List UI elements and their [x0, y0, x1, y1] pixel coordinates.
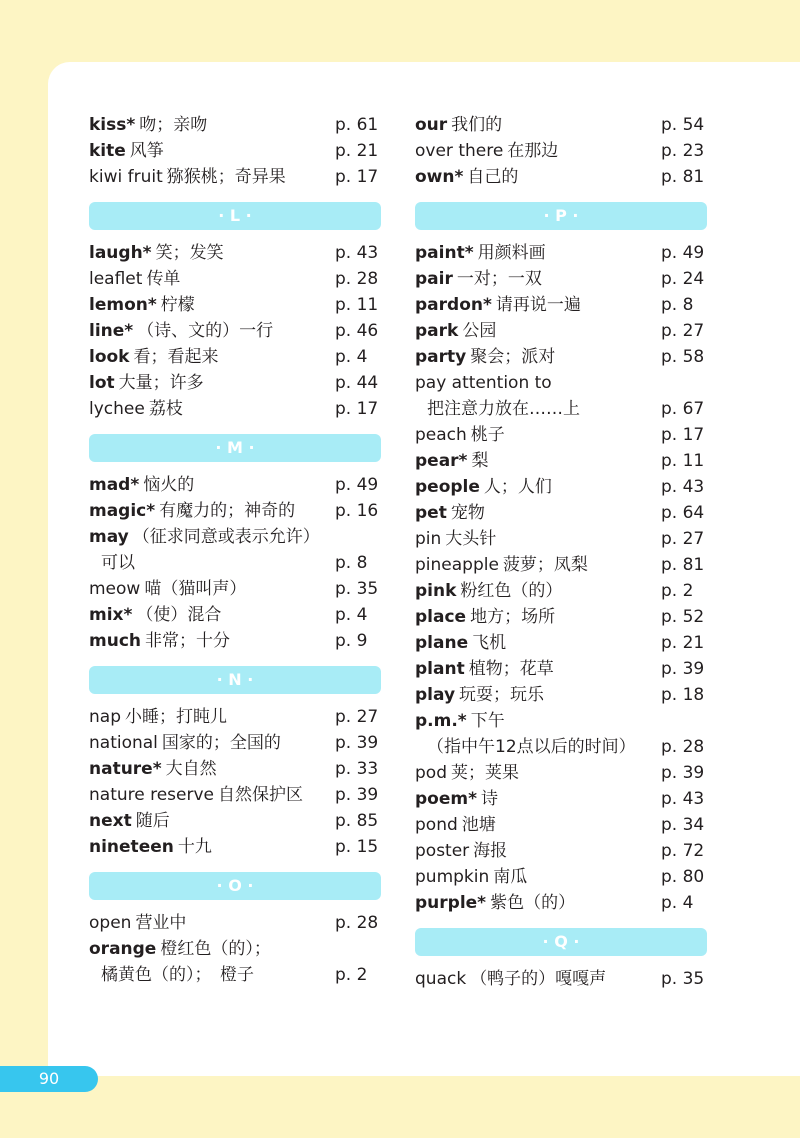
glossary-entry — [415, 966, 707, 992]
entry-translation: 菠萝；凤梨 — [502, 555, 588, 575]
entry-translation: （征求同意或表示允许） — [132, 527, 320, 547]
entry-word: mix* — [89, 605, 133, 625]
glossary-entry — [89, 524, 381, 550]
glossary-entry-continuation — [89, 550, 381, 576]
glossary-entry — [415, 240, 707, 266]
entry-translation: 粉红色（的） — [460, 581, 563, 601]
entry-translation: 猕猴桃；奇异果 — [166, 167, 286, 187]
entry-word: quack — [415, 969, 467, 989]
entry-page-ref: p. 52 — [661, 607, 705, 627]
glossary-entry — [415, 708, 707, 734]
entry-word: lychee — [89, 399, 145, 419]
entry-translation: 随后 — [135, 811, 170, 831]
entry-page-ref: p. 17 — [661, 425, 705, 445]
entry-word: own* — [415, 167, 464, 187]
glossary-entry — [415, 318, 707, 344]
entry-translation: 大头针 — [445, 529, 497, 549]
entry-word: pay attention to — [415, 373, 552, 393]
glossary-entry — [415, 552, 707, 578]
entry-translation: 橙红色（的）； — [160, 939, 271, 959]
entry-page-ref: p. 67 — [661, 399, 705, 419]
glossary-entry-continuation — [415, 396, 707, 422]
entry-page-ref: p. 72 — [661, 841, 705, 861]
entry-page-ref: p. 23 — [661, 141, 705, 161]
entry-page-ref: p. 18 — [661, 685, 705, 705]
entry-page-ref: p. 11 — [335, 295, 379, 315]
entry-page-ref: p. 4 — [335, 605, 368, 625]
entry-page-ref: p. 43 — [661, 477, 705, 497]
entry-word: nature reserve — [89, 785, 215, 805]
glossary-entry — [415, 682, 707, 708]
entry-word: may — [89, 527, 129, 547]
entry-page-ref: p. 9 — [335, 631, 368, 651]
entry-word: pink — [415, 581, 457, 601]
entry-translation: 喵（猫叫声） — [144, 579, 247, 599]
entry-translation: 大自然 — [165, 759, 217, 779]
entry-translation: 地方；场所 — [470, 607, 556, 627]
glossary-entry — [415, 112, 707, 138]
entry-word: pod — [415, 763, 447, 783]
entry-translation: 在那边 — [507, 141, 559, 161]
entry-page-ref: p. 17 — [335, 399, 379, 419]
entry-translation: （诗、文的）一行 — [137, 321, 274, 341]
entry-page-ref: p. 49 — [335, 475, 379, 495]
glossary-entry — [89, 498, 381, 524]
glossary-entry — [415, 448, 707, 474]
glossary-entry — [415, 864, 707, 890]
entry-word: national — [89, 733, 158, 753]
glossary-entry — [89, 756, 381, 782]
glossary-entry — [415, 604, 707, 630]
entry-page-ref: p. 39 — [661, 763, 705, 783]
entry-translation: 十九 — [177, 837, 212, 857]
entry-translation: 小睡；打盹儿 — [124, 707, 227, 727]
entry-page-ref: p. 58 — [661, 347, 705, 367]
entry-page-ref: p. 61 — [335, 115, 379, 135]
entry-page-ref: p. 80 — [661, 867, 705, 887]
entry-translation: 海报 — [473, 841, 508, 861]
glossary-entry — [415, 526, 707, 552]
entry-page-ref: p. 35 — [335, 579, 379, 599]
glossary-column-right — [415, 112, 707, 992]
entry-page-ref: p. 4 — [335, 347, 368, 367]
entry-page-ref: p. 21 — [335, 141, 379, 161]
letter-section-header: · P · — [415, 202, 707, 230]
glossary-entry — [89, 472, 381, 498]
glossary-entry — [89, 910, 381, 936]
entry-word: nature* — [89, 759, 162, 779]
entry-word: open — [89, 913, 132, 933]
entry-translation: 吻；亲吻 — [139, 115, 208, 135]
glossary-entry — [89, 602, 381, 628]
entry-word: place — [415, 607, 467, 627]
entry-translation: 传单 — [146, 269, 181, 289]
entry-translation: 玩耍；玩乐 — [459, 685, 545, 705]
entry-word: party — [415, 347, 467, 367]
entry-page-ref: p. 43 — [661, 789, 705, 809]
entry-word: peach — [415, 425, 467, 445]
entry-translation: 植物；花草 — [468, 659, 554, 679]
glossary-entry — [415, 812, 707, 838]
entry-page-ref: p. 2 — [661, 581, 694, 601]
glossary-entry — [89, 164, 381, 190]
entry-translation: （鸭子的）嘎嘎声 — [470, 969, 607, 989]
entry-word: kite — [89, 141, 126, 161]
entry-translation: 风筝 — [129, 141, 164, 161]
entry-translation: 荔枝 — [148, 399, 183, 419]
glossary-entry — [415, 344, 707, 370]
entry-translation: 桃子 — [470, 425, 505, 445]
entry-page-ref: p. 16 — [335, 501, 379, 521]
entry-word: lemon* — [89, 295, 157, 315]
entry-word: poem* — [415, 789, 477, 809]
entry-word: nineteen — [89, 837, 174, 857]
glossary-entry — [89, 936, 381, 962]
entry-word: pet — [415, 503, 447, 523]
entry-page-ref: p. 4 — [661, 893, 694, 913]
entry-translation: 把注意力放在……上 — [427, 399, 580, 419]
entry-translation: 梨 — [471, 451, 489, 471]
glossary-entry — [89, 576, 381, 602]
glossary-entry — [89, 292, 381, 318]
entry-translation: 有魔力的；神奇的 — [159, 501, 296, 521]
glossary-entry — [415, 370, 707, 396]
entry-page-ref: p. 2 — [335, 965, 368, 985]
entry-translation: 下午 — [470, 711, 505, 731]
entry-page-ref: p. 8 — [661, 295, 694, 315]
entry-translation: 自己的 — [467, 167, 519, 187]
entry-word: leaflet — [89, 269, 143, 289]
entry-page-ref: p. 54 — [661, 115, 705, 135]
entry-word: pardon* — [415, 295, 492, 315]
entry-page-ref: p. 28 — [335, 913, 379, 933]
entry-word: kiss* — [89, 115, 136, 135]
entry-page-ref: p. 39 — [335, 785, 379, 805]
entry-word: pin — [415, 529, 442, 549]
entry-word: poster — [415, 841, 470, 861]
glossary-entry — [415, 164, 707, 190]
entry-word: pair — [415, 269, 453, 289]
entry-page-ref: p. 28 — [335, 269, 379, 289]
glossary-entry — [415, 838, 707, 864]
entry-translation: 营业中 — [135, 913, 187, 933]
entry-translation: 柠檬 — [160, 295, 195, 315]
entry-translation: 飞机 — [472, 633, 507, 653]
entry-word: purple* — [415, 893, 487, 913]
entry-translation: （使）混合 — [136, 605, 222, 625]
entry-word: orange — [89, 939, 157, 959]
entry-word: nap — [89, 707, 121, 727]
entry-word: mad* — [89, 475, 140, 495]
entry-page-ref: p. 35 — [661, 969, 705, 989]
entry-word: park — [415, 321, 459, 341]
entry-translation: 非常；十分 — [145, 631, 230, 651]
entry-page-ref: p. 27 — [661, 529, 705, 549]
entry-word: meow — [89, 579, 141, 599]
entry-page-ref: p. 34 — [661, 815, 705, 835]
entry-translation: 荚；荚果 — [450, 763, 519, 783]
letter-section-header: · L · — [89, 202, 381, 230]
entry-word: our — [415, 115, 448, 135]
entry-word: people — [415, 477, 480, 497]
entry-word: look — [89, 347, 130, 367]
glossary-entry — [415, 474, 707, 500]
entry-translation: 笑；发笑 — [155, 243, 224, 263]
letter-section-header: · Q · — [415, 928, 707, 956]
entry-translation: 一对；一双 — [456, 269, 542, 289]
entry-translation: 我们的 — [451, 115, 503, 135]
glossary-entry — [89, 730, 381, 756]
entry-page-ref: p. 24 — [661, 269, 705, 289]
entry-translation: 橘黄色（的）； 橙子 — [101, 965, 254, 985]
entry-page-ref: p. 8 — [335, 553, 368, 573]
glossary-entry — [89, 240, 381, 266]
entry-page-ref: p. 43 — [335, 243, 379, 263]
entry-translation: 看；看起来 — [133, 347, 219, 367]
glossary-entry — [89, 112, 381, 138]
entry-page-ref: p. 27 — [335, 707, 379, 727]
entry-translation: 自然保护区 — [218, 785, 304, 805]
glossary-entry — [415, 422, 707, 448]
entry-page-ref: p. 81 — [661, 167, 705, 187]
glossary-entry — [89, 318, 381, 344]
page-number: 90 — [0, 1066, 98, 1092]
entry-word: kiwi fruit — [89, 167, 163, 187]
glossary-entry — [415, 786, 707, 812]
entry-page-ref: p. 39 — [661, 659, 705, 679]
entry-word: magic* — [89, 501, 156, 521]
entry-translation: 请再说一遍 — [495, 295, 581, 315]
entry-word: paint* — [415, 243, 474, 263]
glossary-entry — [415, 890, 707, 916]
entry-word: pumpkin — [415, 867, 490, 887]
entry-page-ref: p. 33 — [335, 759, 379, 779]
entry-word: play — [415, 685, 456, 705]
glossary-entry — [415, 656, 707, 682]
letter-section-header: · N · — [89, 666, 381, 694]
entry-translation: 公园 — [462, 321, 497, 341]
entry-word: much — [89, 631, 141, 651]
entry-word: p.m.* — [415, 711, 467, 731]
glossary-entry — [89, 266, 381, 292]
entry-translation: 聚会；派对 — [470, 347, 556, 367]
entry-word: plant — [415, 659, 465, 679]
entry-translation: （指中午12点以后的时间） — [427, 737, 636, 757]
entry-word: pond — [415, 815, 458, 835]
entry-page-ref: p. 85 — [335, 811, 379, 831]
glossary-entry — [89, 704, 381, 730]
glossary-entry — [415, 500, 707, 526]
entry-translation: 紫色（的） — [490, 893, 576, 913]
entry-translation: 宠物 — [450, 503, 485, 523]
glossary-entry-continuation — [415, 734, 707, 760]
glossary-entry — [415, 760, 707, 786]
entry-translation: 人；人们 — [483, 477, 552, 497]
entry-page-ref: p. 44 — [335, 373, 379, 393]
entry-page-ref: p. 11 — [661, 451, 705, 471]
entry-translation: 可以 — [101, 553, 135, 573]
entry-page-ref: p. 17 — [335, 167, 379, 187]
glossary-entry — [89, 834, 381, 860]
glossary-entry — [89, 782, 381, 808]
glossary-column-left — [89, 112, 381, 988]
entry-word: lot — [89, 373, 115, 393]
glossary-entry — [415, 266, 707, 292]
entry-translation: 恼火的 — [143, 475, 195, 495]
entry-word: laugh* — [89, 243, 152, 263]
entry-word: pineapple — [415, 555, 499, 575]
letter-section-header: · O · — [89, 872, 381, 900]
entry-translation: 大量；许多 — [118, 373, 204, 393]
entry-page-ref: p. 21 — [661, 633, 705, 653]
glossary-entry — [415, 138, 707, 164]
entry-translation: 南瓜 — [493, 867, 528, 887]
entry-translation: 诗 — [480, 789, 498, 809]
entry-page-ref: p. 15 — [335, 837, 379, 857]
entry-page-ref: p. 28 — [661, 737, 705, 757]
entry-page-ref: p. 39 — [335, 733, 379, 753]
glossary-entry — [415, 630, 707, 656]
glossary-entry — [415, 578, 707, 604]
entry-word: pear* — [415, 451, 468, 471]
glossary-entry — [89, 396, 381, 422]
glossary-entry-continuation — [89, 962, 381, 988]
letter-section-header: · M · — [89, 434, 381, 462]
entry-word: next — [89, 811, 132, 831]
entry-word: plane — [415, 633, 469, 653]
entry-word: line* — [89, 321, 134, 341]
entry-page-ref: p. 49 — [661, 243, 705, 263]
entry-word: over there — [415, 141, 504, 161]
entry-page-ref: p. 64 — [661, 503, 705, 523]
glossary-entry — [89, 344, 381, 370]
glossary-entry — [89, 138, 381, 164]
entry-translation: 池塘 — [461, 815, 496, 835]
glossary-entry — [89, 808, 381, 834]
glossary-entry — [89, 370, 381, 396]
entry-page-ref: p. 27 — [661, 321, 705, 341]
entry-page-ref: p. 81 — [661, 555, 705, 575]
entry-page-ref: p. 46 — [335, 321, 379, 341]
entry-translation: 国家的；全国的 — [161, 733, 281, 753]
entry-translation: 用颜料画 — [477, 243, 546, 263]
glossary-entry — [89, 628, 381, 654]
glossary-entry — [415, 292, 707, 318]
